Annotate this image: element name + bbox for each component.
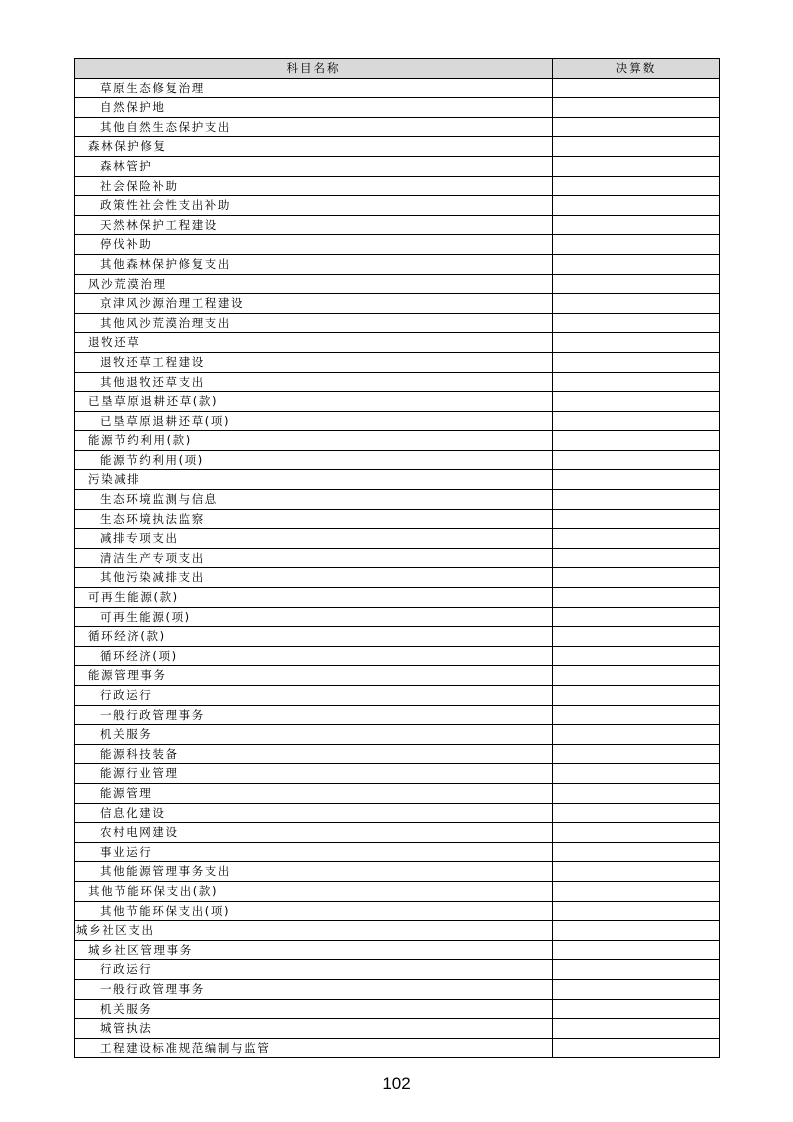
table-row bbox=[75, 352, 720, 372]
table-row bbox=[75, 215, 720, 235]
row-name-cell: 机关服务 bbox=[75, 999, 553, 1019]
row-amount-cell bbox=[553, 568, 720, 588]
row-name-cell: 城管执法 bbox=[75, 1019, 553, 1039]
row-name-cell: 其他节能环保支出(项) bbox=[75, 901, 553, 921]
row-amount-cell bbox=[553, 881, 720, 901]
row-amount-cell bbox=[553, 470, 720, 490]
page-number: 102 bbox=[382, 1074, 411, 1093]
row-name-cell: 退牧还草 bbox=[75, 333, 553, 353]
table-row bbox=[75, 960, 720, 980]
row-name-cell: 减排专项支出 bbox=[75, 529, 553, 549]
row-amount-cell bbox=[553, 823, 720, 843]
row-amount-cell bbox=[553, 842, 720, 862]
row-amount-cell bbox=[553, 431, 720, 451]
row-amount-cell bbox=[553, 352, 720, 372]
row-amount-cell bbox=[553, 254, 720, 274]
row-amount-cell bbox=[553, 313, 720, 333]
table-row bbox=[75, 431, 720, 451]
row-name-cell: 能源节约利用(项) bbox=[75, 450, 553, 470]
row-name-cell: 停伐补助 bbox=[75, 235, 553, 255]
table-body bbox=[75, 78, 720, 1058]
row-amount-cell bbox=[553, 1038, 720, 1058]
row-amount-cell bbox=[553, 725, 720, 745]
row-name-cell: 循环经济(项) bbox=[75, 646, 553, 666]
row-name-cell: 天然林保护工程建设 bbox=[75, 215, 553, 235]
table-row bbox=[75, 783, 720, 803]
table-row bbox=[75, 1038, 720, 1058]
row-name-cell: 其他自然生态保护支出 bbox=[75, 117, 553, 137]
table-row bbox=[75, 137, 720, 157]
row-amount-cell bbox=[553, 548, 720, 568]
table-row bbox=[75, 509, 720, 529]
table-row bbox=[75, 862, 720, 882]
row-name-cell: 行政运行 bbox=[75, 686, 553, 706]
row-amount-cell bbox=[553, 274, 720, 294]
row-name-cell: 一般行政管理事务 bbox=[75, 705, 553, 725]
row-name-cell: 机关服务 bbox=[75, 725, 553, 745]
row-amount-cell bbox=[553, 333, 720, 353]
table-row bbox=[75, 842, 720, 862]
row-name-cell: 其他退牧还草支出 bbox=[75, 372, 553, 392]
row-amount-cell bbox=[553, 98, 720, 118]
table-row bbox=[75, 646, 720, 666]
row-amount-cell bbox=[553, 607, 720, 627]
table-row bbox=[75, 881, 720, 901]
table-row bbox=[75, 333, 720, 353]
row-name-cell: 其他节能环保支出(款) bbox=[75, 881, 553, 901]
row-name-cell: 一般行政管理事务 bbox=[75, 979, 553, 999]
table-row bbox=[75, 117, 720, 137]
row-amount-cell bbox=[553, 686, 720, 706]
table-row bbox=[75, 470, 720, 490]
row-amount-cell bbox=[553, 764, 720, 784]
row-amount-cell bbox=[553, 294, 720, 314]
table-row bbox=[75, 744, 720, 764]
row-amount-cell bbox=[553, 176, 720, 196]
row-name-cell: 信息化建设 bbox=[75, 803, 553, 823]
row-amount-cell bbox=[553, 627, 720, 647]
row-name-cell: 其他风沙荒漠治理支出 bbox=[75, 313, 553, 333]
row-amount-cell bbox=[553, 78, 720, 98]
table-row bbox=[75, 156, 720, 176]
table-row bbox=[75, 764, 720, 784]
row-name-cell: 工程建设标准规范编制与监管 bbox=[75, 1038, 553, 1058]
row-amount-cell bbox=[553, 529, 720, 549]
table-row bbox=[75, 392, 720, 412]
row-name-cell: 能源管理 bbox=[75, 783, 553, 803]
row-name-cell: 能源科技装备 bbox=[75, 744, 553, 764]
row-name-cell: 城乡社区支出 bbox=[75, 921, 553, 941]
row-name-cell: 循环经济(款) bbox=[75, 627, 553, 647]
row-amount-cell bbox=[553, 999, 720, 1019]
table-header-row bbox=[75, 59, 720, 79]
table-row bbox=[75, 313, 720, 333]
table-row bbox=[75, 627, 720, 647]
table-row bbox=[75, 607, 720, 627]
table-row bbox=[75, 235, 720, 255]
row-amount-cell bbox=[553, 588, 720, 608]
row-name-cell: 森林保护修复 bbox=[75, 137, 553, 157]
row-amount-cell bbox=[553, 901, 720, 921]
row-name-cell: 京津风沙源治理工程建设 bbox=[75, 294, 553, 314]
row-name-cell: 农村电网建设 bbox=[75, 823, 553, 843]
row-amount-cell bbox=[553, 783, 720, 803]
row-amount-cell bbox=[553, 705, 720, 725]
table-row bbox=[75, 78, 720, 98]
table-row bbox=[75, 176, 720, 196]
row-name-cell: 能源管理事务 bbox=[75, 666, 553, 686]
row-name-cell: 社会保险补助 bbox=[75, 176, 553, 196]
row-name-cell: 其他能源管理事务支出 bbox=[75, 862, 553, 882]
table-row bbox=[75, 666, 720, 686]
table-row bbox=[75, 490, 720, 510]
table-row bbox=[75, 979, 720, 999]
row-amount-cell bbox=[553, 392, 720, 412]
table-row bbox=[75, 294, 720, 314]
table-row bbox=[75, 254, 720, 274]
table-row bbox=[75, 823, 720, 843]
row-name-cell: 生态环境执法监察 bbox=[75, 509, 553, 529]
row-amount-cell bbox=[553, 921, 720, 941]
row-name-cell: 其他污染减排支出 bbox=[75, 568, 553, 588]
row-amount-cell bbox=[553, 137, 720, 157]
row-name-cell: 清洁生产专项支出 bbox=[75, 548, 553, 568]
table-row bbox=[75, 921, 720, 941]
row-name-cell: 自然保护地 bbox=[75, 98, 553, 118]
row-amount-cell bbox=[553, 744, 720, 764]
row-amount-cell bbox=[553, 156, 720, 176]
budget-table bbox=[74, 58, 720, 1058]
row-name-cell: 生态环境监测与信息 bbox=[75, 490, 553, 510]
row-name-cell: 退牧还草工程建设 bbox=[75, 352, 553, 372]
row-amount-cell bbox=[553, 235, 720, 255]
table-row bbox=[75, 999, 720, 1019]
row-name-cell: 森林管护 bbox=[75, 156, 553, 176]
table-row bbox=[75, 686, 720, 706]
row-name-cell: 风沙荒漠治理 bbox=[75, 274, 553, 294]
row-amount-cell bbox=[553, 450, 720, 470]
table-row bbox=[75, 529, 720, 549]
row-name-cell: 已垦草原退耕还草(款) bbox=[75, 392, 553, 412]
row-amount-cell bbox=[553, 646, 720, 666]
row-amount-cell bbox=[553, 372, 720, 392]
table-row bbox=[75, 568, 720, 588]
row-amount-cell bbox=[553, 979, 720, 999]
row-amount-cell bbox=[553, 1019, 720, 1039]
row-name-cell: 行政运行 bbox=[75, 960, 553, 980]
row-name-cell: 可再生能源(项) bbox=[75, 607, 553, 627]
row-name-cell: 草原生态修复治理 bbox=[75, 78, 553, 98]
row-amount-cell bbox=[553, 117, 720, 137]
row-name-cell: 政策性社会性支出补助 bbox=[75, 196, 553, 216]
row-amount-cell bbox=[553, 940, 720, 960]
row-name-cell: 事业运行 bbox=[75, 842, 553, 862]
table-row bbox=[75, 548, 720, 568]
table-row bbox=[75, 274, 720, 294]
column-header-name: 科目名称 bbox=[75, 59, 553, 79]
row-amount-cell bbox=[553, 803, 720, 823]
row-amount-cell bbox=[553, 862, 720, 882]
column-header-amount: 决算数 bbox=[553, 59, 720, 79]
row-amount-cell bbox=[553, 960, 720, 980]
row-name-cell: 已垦草原退耕还草(项) bbox=[75, 411, 553, 431]
row-amount-cell bbox=[553, 196, 720, 216]
row-name-cell: 可再生能源(款) bbox=[75, 588, 553, 608]
table-row bbox=[75, 98, 720, 118]
table-row bbox=[75, 196, 720, 216]
row-name-cell: 能源行业管理 bbox=[75, 764, 553, 784]
table-row bbox=[75, 411, 720, 431]
row-name-cell: 其他森林保护修复支出 bbox=[75, 254, 553, 274]
table-row bbox=[75, 1019, 720, 1039]
row-amount-cell bbox=[553, 490, 720, 510]
table-row bbox=[75, 803, 720, 823]
row-amount-cell bbox=[553, 666, 720, 686]
row-name-cell: 污染减排 bbox=[75, 470, 553, 490]
table-row bbox=[75, 940, 720, 960]
table-row bbox=[75, 901, 720, 921]
row-amount-cell bbox=[553, 509, 720, 529]
table-row bbox=[75, 725, 720, 745]
row-amount-cell bbox=[553, 215, 720, 235]
row-name-cell: 能源节约利用(款) bbox=[75, 431, 553, 451]
table-row bbox=[75, 450, 720, 470]
row-amount-cell bbox=[553, 411, 720, 431]
table-row bbox=[75, 588, 720, 608]
table-row bbox=[75, 372, 720, 392]
table-row bbox=[75, 705, 720, 725]
row-name-cell: 城乡社区管理事务 bbox=[75, 940, 553, 960]
